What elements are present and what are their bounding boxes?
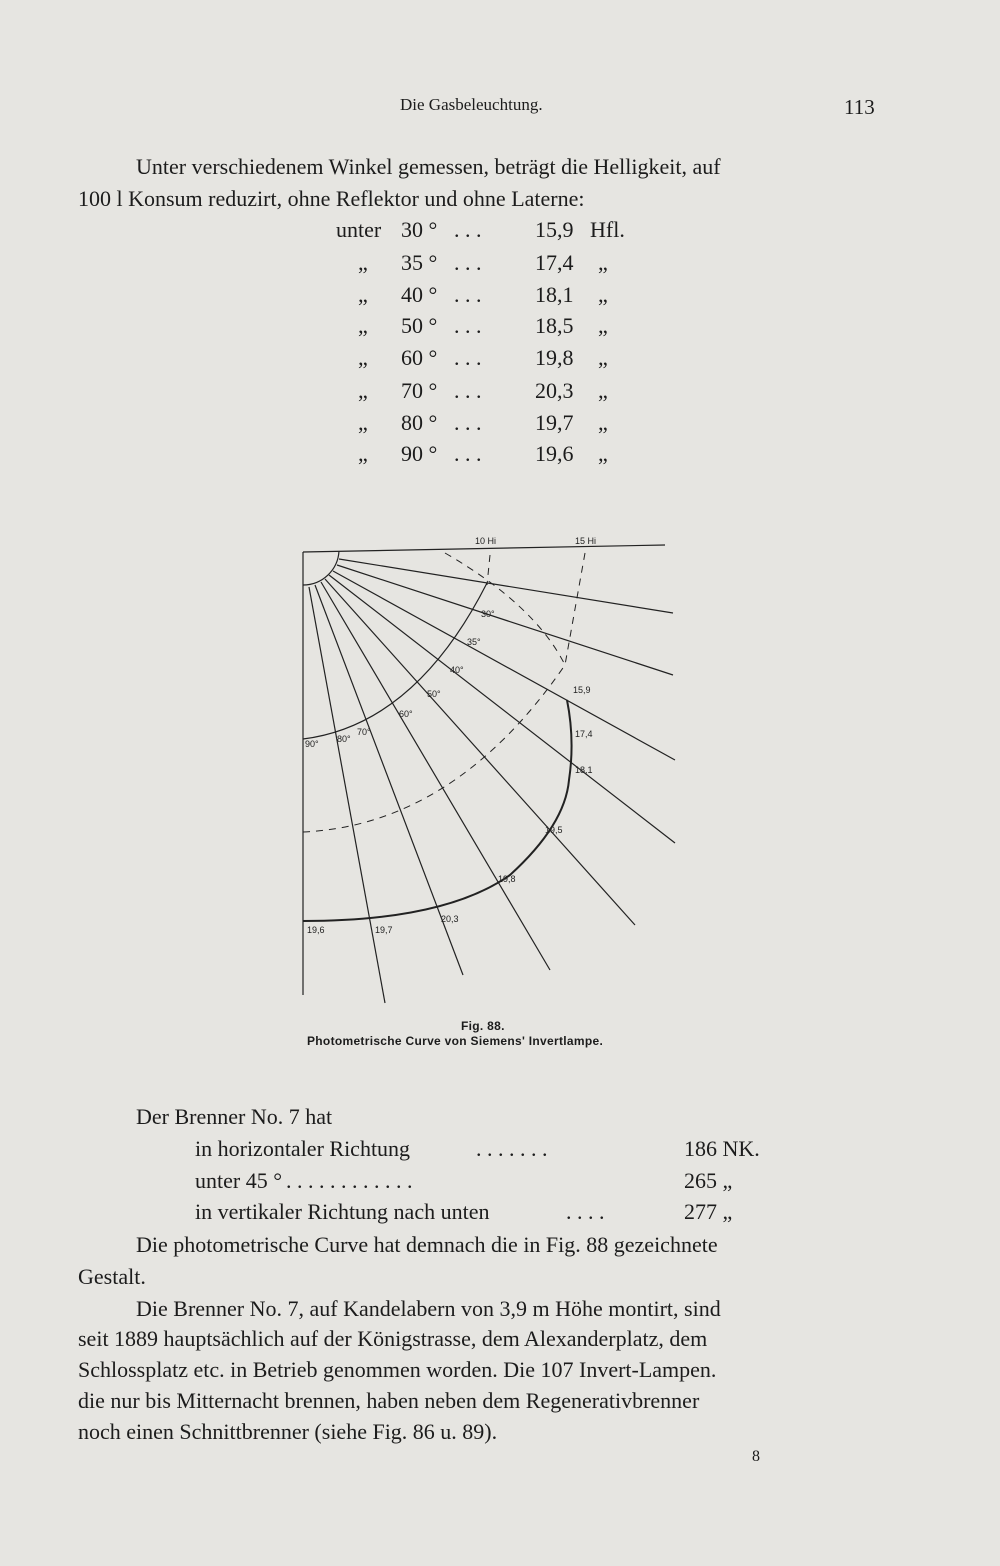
radial-line (325, 579, 635, 925)
measurement-angle: 80 ° (401, 410, 438, 435)
brenner-row-value: 265 „ (684, 1168, 733, 1193)
body-text-line: Schlossplatz etc. in Betrieb genommen worden. Die 107 Invert-Lampen. (78, 1357, 717, 1382)
intro-line-1: Unter verschiedenem Winkel gemessen, beträgt die Helligkeit, auf (136, 154, 721, 179)
brenner-row-label: in horizontaler Richtung (195, 1136, 411, 1161)
angle-label-90: 90° (305, 739, 319, 749)
value-label-19-8: 19,8 (498, 874, 516, 884)
intro-line-2: 100 l Konsum reduzirt, ohne Reflektor und ohne Laterne: (78, 186, 585, 211)
body-text-line: seit 1889 hauptsächlich auf der Königstrasse, dem Alexanderplatz, dem (78, 1326, 708, 1351)
measurement-unit: Hfl. (590, 217, 625, 242)
body-text-line: die nur bis Mitternacht brennen, haben neben dem Regenerativbrenner (78, 1388, 700, 1413)
measurement-angle: 70 ° (401, 378, 438, 403)
measurement-unit: „ (598, 378, 608, 403)
measurement-prefix: „ (358, 378, 368, 403)
measurement-value: 19,6 (535, 441, 574, 466)
angle-label-35: 35° (467, 637, 481, 647)
leader-dots: . . . . (566, 1199, 605, 1224)
value-label-19-6: 19,6 (307, 925, 325, 935)
brenner-row-value: 186 NK. (684, 1136, 760, 1161)
label-10-hl: 10 Hi (475, 536, 497, 546)
body-text-line: Die photometrische Curve hat demnach die in Fig. 88 gezeichnete (136, 1232, 718, 1257)
leader-dots: . . . (454, 410, 482, 435)
page-number: 113 (844, 95, 875, 119)
brenner-row-label: unter 45 ° (195, 1168, 283, 1193)
dashed-tick-10 (487, 555, 490, 585)
leader-dots: . . . (454, 217, 482, 242)
figure-number: Fig. 88. (461, 1019, 505, 1033)
radial-line (321, 582, 550, 970)
measurement-prefix: „ (358, 345, 368, 370)
figure-caption: Photometrische Curve von Siemens' Invertlampe. (307, 1034, 604, 1048)
leader-dots: . . . (454, 282, 482, 307)
label-15-hl: 15 Hi (575, 536, 597, 546)
measurement-unit: „ (598, 282, 608, 307)
measurement-value: 17,4 (535, 250, 574, 275)
measurement-angle: 50 ° (401, 313, 438, 338)
frame-top-line (303, 545, 665, 552)
body-text-line: Gestalt. (78, 1264, 146, 1289)
angle-label-80: 80° (337, 734, 351, 744)
value-label-19-5: 19,5 (545, 825, 563, 835)
dashed-line-15 (565, 553, 585, 665)
radial-line (339, 559, 673, 613)
measurement-unit: „ (598, 313, 608, 338)
leader-dots: . . . (454, 313, 482, 338)
angle-label-50: 50° (427, 689, 441, 699)
measurement-prefix: „ (358, 313, 368, 338)
measurement-value: 19,7 (535, 410, 574, 435)
measurement-prefix: „ (358, 441, 368, 466)
value-label-18-1: 18,1 (575, 765, 593, 775)
measurement-angle: 60 ° (401, 345, 438, 370)
value-label-15-9: 15,9 (573, 685, 591, 695)
center-arc (303, 551, 339, 585)
measurement-angle: 35 ° (401, 250, 438, 275)
angle-label-70: 70° (357, 727, 371, 737)
signature-mark: 8 (752, 1448, 760, 1465)
measurement-value: 15,9 (535, 217, 574, 242)
leader-dots: . . . (454, 250, 482, 275)
measurement-unit: „ (598, 441, 608, 466)
leader-dots: . . . (454, 378, 482, 403)
measurement-angle: 90 ° (401, 441, 438, 466)
radial-line (309, 587, 385, 1003)
leader-dots: . . . (454, 345, 482, 370)
measurement-prefix: unter (336, 217, 382, 242)
value-label-19-7: 19,7 (375, 925, 393, 935)
measurement-prefix: „ (358, 410, 368, 435)
measurement-value: 18,1 (535, 282, 574, 307)
measurement-prefix: „ (358, 282, 368, 307)
leader-dots: . . . . . . . (476, 1136, 548, 1161)
measurement-value: 20,3 (535, 378, 574, 403)
body-text-line: Die Brenner No. 7, auf Kandelabern von 3,9 m Höhe montirt, sind (136, 1296, 721, 1321)
body-text-line: noch einen Schnittbrenner (siehe Fig. 86 u. 89). (78, 1419, 498, 1444)
measurement-value: 19,8 (535, 345, 574, 370)
inner-angle-arc (303, 583, 487, 739)
angle-label-40: 40° (450, 665, 464, 675)
brenner-row-label: in vertikaler Richtung nach unten (195, 1199, 490, 1224)
value-label-17-4: 17,4 (575, 729, 593, 739)
measurement-prefix: „ (358, 250, 368, 275)
measurement-angle: 30 ° (401, 217, 438, 242)
measurement-unit: „ (598, 250, 608, 275)
brenner-intro: Der Brenner No. 7 hat (136, 1104, 333, 1129)
measurement-unit: „ (598, 410, 608, 435)
brenner-row-value: 277 „ (684, 1199, 733, 1224)
measurement-unit: „ (598, 345, 608, 370)
angle-label-30: 30° (481, 609, 495, 619)
measurement-value: 18,5 (535, 313, 574, 338)
angle-label-60: 60° (399, 709, 413, 719)
radial-line (329, 575, 675, 843)
dashed-curve-10b (445, 553, 565, 665)
radial-line (333, 571, 675, 760)
measurement-angle: 40 ° (401, 282, 438, 307)
photometric-curve-figure (295, 525, 695, 1025)
running-header: Die Gasbeleuchtung. (400, 95, 543, 114)
leader-dots: . . . . . . . . . . . . (286, 1168, 413, 1193)
leader-dots: . . . (454, 441, 482, 466)
value-label-20-3: 20,3 (441, 914, 459, 924)
